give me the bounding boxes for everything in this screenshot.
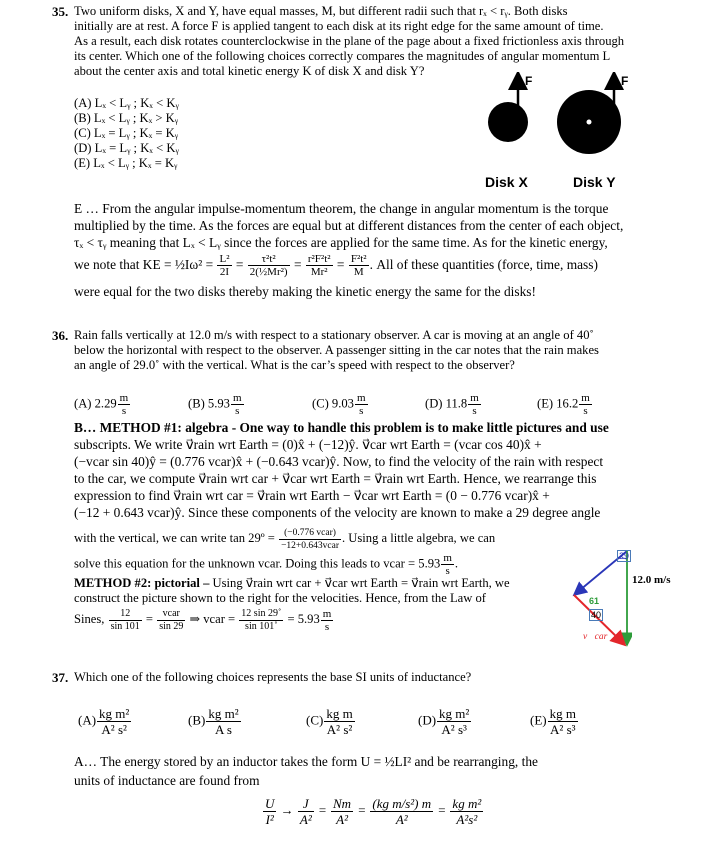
q36-method2-line: METHOD #2: pictorial – Using v⃗rain wrt car + v⃗car wrt Earth = v⃗rain wrt Earth, we bbox=[74, 576, 510, 590]
q35-stem-line-5: about the center axis and total kinetic energy K of disk X and disk Y? bbox=[74, 64, 425, 78]
q35-answer-line-3: τₓ < τᵧ meaning that Lₓ < Lᵧ since the forces are applied for the same time. As for the kinetic energy, bbox=[74, 235, 608, 250]
q36-stem-line-3: an angle of 29.0˚ with the vertical. What is the car’s speed with respect to the observer? bbox=[74, 358, 515, 372]
q37-choice-a: (A) $\frac{\text{kg m²}}{\text{A² s²}}$ bbox=[78, 706, 130, 737]
q36-method2-line-2: construct the picture shown to the right for the velocities. Hence, from the Law of bbox=[74, 591, 486, 605]
ke-prefix: we note that KE = ½Iω² = bbox=[74, 257, 214, 272]
q37-choice-c: (C) $\frac{\text{kg m}}{\text{A² s²}}$ bbox=[306, 706, 353, 737]
q36-choice-d: (D) 11.8 $\frac{m}{s}$ bbox=[425, 392, 479, 417]
q36-choice-c: (C) 9.03 $\frac{m}{s}$ bbox=[312, 392, 366, 417]
disk-x bbox=[488, 80, 528, 142]
q36-choice-b: (B) 5.93 $\frac{m}{s}$ bbox=[188, 392, 242, 417]
ke-frac-2: $\frac{\text{τ²t²}}{\text{2(½Mr²)}}$ bbox=[249, 253, 288, 279]
vcar-label: v⃗car bbox=[583, 632, 608, 642]
q35-answer-line-5: were equal for the two disks thereby making the kinetic energy the same for the disks! bbox=[74, 284, 536, 299]
q35-choice-e: (E) Lₓ < Lᵧ ; Kₓ = Kᵧ bbox=[74, 156, 178, 170]
disk-y-label: Disk Y bbox=[573, 174, 616, 190]
q35-ke-line: we note that KE = ½Iω² = $\frac{\text{L²}}{2I}$ = $\frac{\text{τ²t²}}{\text{2(½Mr²)}}$ = $\frac{\text{r²F²t²}}{\text{Mr²}}$ = $\frac{\text{F²t²}}{M}$ . All of these quantities (force, time, mass) bbox=[74, 253, 598, 279]
disk-y bbox=[557, 80, 621, 154]
q37-choice-d: (D) $\frac{\text{kg m²}}{\text{A² s³}}$ bbox=[418, 706, 470, 737]
q35-stem-line-1: Two uniform disks, X and Y, have equal masses, M, but different radii such that rₓ < rᵧ. Both disks bbox=[74, 4, 568, 18]
q35-answer-line-4: All of these quantities (force, time, mass) bbox=[376, 257, 598, 272]
q35-choice-a: (A) Lₓ < Lᵧ ; Kₓ < Kᵧ bbox=[74, 96, 179, 110]
q36-answer-line-5: expression to find v⃗rain wrt car = v⃗rain wrt Earth − v⃗car wrt Earth = (0 − 0.776 vcar)x̂ + bbox=[74, 488, 550, 503]
q36-sines-line: Sines, $\frac{12}{\sin 101}$ = $\frac{\text{vcar}}{\sin 29}$ ⇒ vcar = $\frac{12 \sin 29˚}{\sin 101˚}$ = 5.93 $\frac{m}{s}$ bbox=[74, 607, 332, 633]
q36-answer-line-6: (−12 + 0.643 vcar)ŷ. Since these components of the velocity are known to make a 29 degree angle bbox=[74, 505, 601, 520]
q35-stem-line-4: its center. Which one of the following choices correctly compares the magnitudes of angular momentum L bbox=[74, 49, 611, 63]
q37-answer-line-1: A… The energy stored by an inductor takes the form U = ½LI² and be rearranging, the bbox=[74, 754, 538, 769]
q37-units-chain: $\frac{U}{\text{I²}}$ → $\frac{J}{\text{A²}}$ = $\frac{Nm}{\text{A²}}$ = $\frac{\text{(kg m/s²) m}}{\text{A²}}$ = $\frac{\text{kg m²}}{\text{A²s²}}$ bbox=[265, 796, 482, 827]
q36-choice-a: (A) 2.29 $\frac{m}{s}$ bbox=[74, 392, 129, 417]
angle-label-61: 61 bbox=[589, 596, 600, 606]
q35-stem-line-2: initially are at rest. A force F is applied tangent to each disk at its right edge for the same amount of time. bbox=[74, 19, 604, 33]
q36-number: 36. bbox=[52, 328, 69, 343]
ke-frac-3: $\frac{\text{r²F²t²}}{\text{Mr²}}$ bbox=[307, 253, 331, 279]
q35-choice-b: (B) Lₓ < Lᵧ ; Kₓ > Kᵧ bbox=[74, 111, 179, 125]
q36-answer-line-4: to the car, we compute v⃗rain wrt car + v⃗car wrt Earth = v⃗rain wrt Earth. Hence, we rearrange this bbox=[74, 471, 597, 486]
q36-answer-line-2: subscripts. We write v⃗rain wrt Earth = (0)x̂ + (−12)ŷ. v⃗car wrt Earth = (vcar cos 40)x̂ + bbox=[74, 437, 542, 452]
q36-stem-line-2: below the horizontal with respect to the observer. A passenger sitting in the car notes that the rain makes bbox=[74, 343, 599, 357]
ke-frac-4: $\frac{\text{F²t²}}{M}$ bbox=[350, 253, 367, 279]
q35-answer-line-1: E … From the angular impulse-momentum theorem, the change in angular momentum is the torque bbox=[74, 201, 609, 216]
ke-frac-1: $\frac{\text{L²}}{2I}$ bbox=[219, 253, 230, 279]
q35-answer-line-2: multiplied by the time. As the forces are equal but at different distances from the center of each object, bbox=[74, 218, 624, 233]
q37-number: 37. bbox=[52, 670, 69, 685]
q35-choice-c: (C) Lₓ = Lᵧ ; Kₓ = Kᵧ bbox=[74, 126, 179, 140]
angle-label-29: 29 bbox=[619, 551, 630, 561]
force-label-x: F bbox=[525, 74, 533, 88]
disks-diagram bbox=[480, 72, 650, 182]
force-label-y: F bbox=[621, 74, 629, 88]
q37-stem: Which one of the following choices represents the base SI units of inductance? bbox=[74, 670, 472, 684]
q36-solve-line: solve this equation for the unknown vcar. Doing this leads to vcar = 5.93 $\frac{m}{s}$ . bbox=[74, 552, 459, 577]
q37-choice-e: (E) $\frac{\text{kg m}}{\text{A² s³}}$ bbox=[530, 706, 576, 737]
q37-answer-line-2: units of inductance are found from bbox=[74, 773, 260, 788]
speed-label: 12.0 m/s bbox=[632, 574, 671, 586]
q37-choice-b: (B) $\frac{\text{kg m²}}{\text{A s}}$ bbox=[188, 706, 239, 737]
q36-answer-line-3: (−vcar sin 40)ŷ = (0.776 vcar)x̂ + (−0.643 vcar)ŷ. Now, to find the velocity of the rain with respect bbox=[74, 454, 604, 469]
q36-tan-line: with the vertical, we can write tan 29º = $\frac{\text{(−0.776 vcar)}}{\text{−12+0.643vcar}}$ . Using a little algebra, we can bbox=[74, 527, 496, 551]
q36-answer-line-1: B… METHOD #1: algebra - One way to handle this problem is to make little pictures and use bbox=[74, 420, 609, 435]
q35-number: 35. bbox=[52, 4, 69, 19]
q36-stem-line-1: Rain falls vertically at 12.0 m/s with respect to a stationary observer. A car is moving at an angle of 40˚ bbox=[74, 328, 594, 342]
q35-choice-d: (D) Lₓ = Lᵧ ; Kₓ < Kᵧ bbox=[74, 141, 179, 155]
q36-choice-e: (E) 16.2 $\frac{m}{s}$ bbox=[537, 392, 590, 417]
q35-stem-line-3: As a result, each disk rotates counterclockwise in the plane of the page about a fixed frictionless axis through bbox=[74, 34, 625, 48]
disk-x-label: Disk X bbox=[485, 174, 528, 190]
angle-label-40: 40 bbox=[591, 610, 602, 620]
